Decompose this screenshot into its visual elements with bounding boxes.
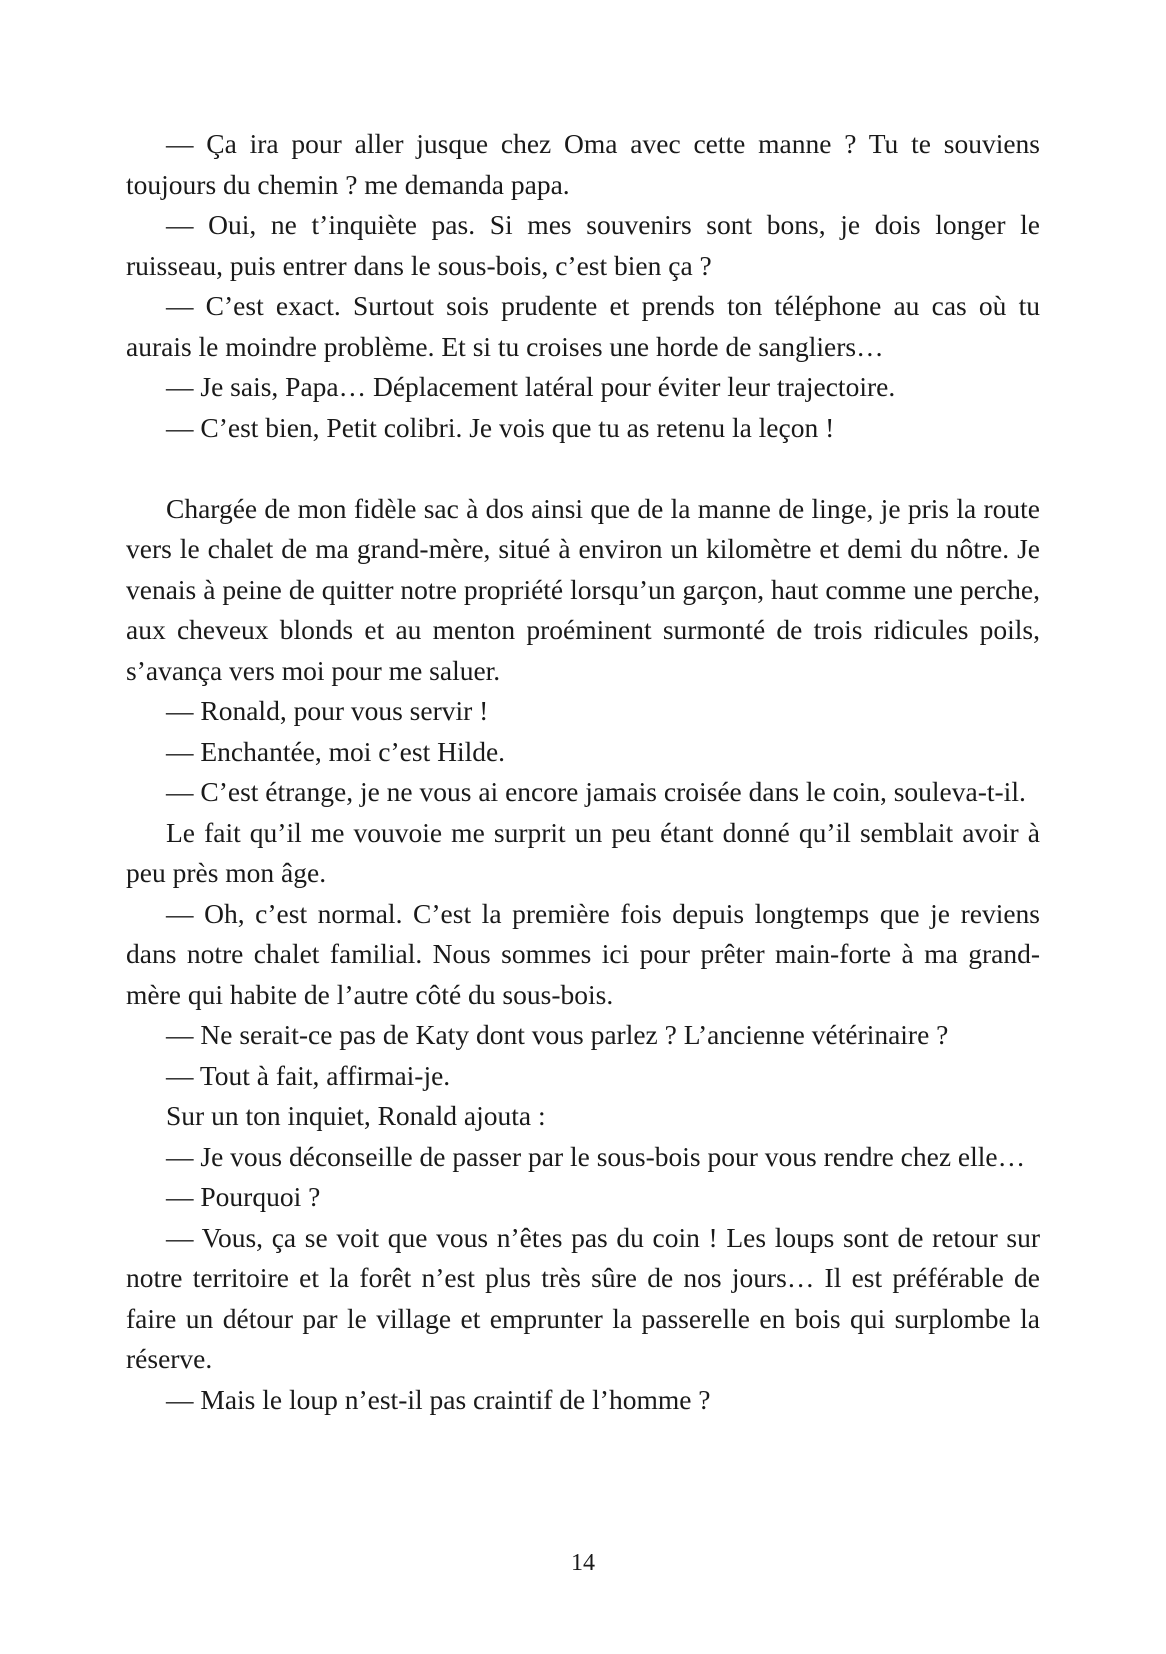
paragraph: — Je sais, Papa… Déplacement latéral pour éviter leur trajectoire. <box>166 371 896 402</box>
paragraph: Chargée de mon fidèle sac à dos ainsi que de la manne de linge, je pris la route vers le chalet de ma grand-mère, situé à environ un kilomètre et demi du nôtre. Je venais à peine de quitter notre propriété lorsqu’un garçon, haut comme une perche, aux cheveux blonds et au menton proéminent surmonté de trois ridicules poils, s’avança vers moi pour me saluer. <box>126 492 1040 686</box>
paragraph: — Ça ira pour aller jusque chez Oma avec cette manne ? Tu te souviens toujours du chemin ? me demanda papa. <box>126 128 1040 200</box>
paragraph: — Oui, ne t’inquiète pas. Si mes souvenirs sont bons, je dois longer le ruisseau, puis entrer dans le sous-bois, c’est bien ça ? <box>126 209 1040 281</box>
paragraph: — Vous, ça se voit que vous n’êtes pas du coin ! Les loups sont de retour sur notre territoire et la forêt n’est plus très sûre de nos jours… Il est préférable de faire un détour par le village et emprunter la passerelle en bois qui surplombe la réserve. <box>126 1221 1040 1374</box>
paragraph: — C’est exact. Surtout sois prudente et prends ton téléphone au cas où tu aurais le moindre problème. Et si tu croises une horde de sangliers… <box>126 290 1040 362</box>
paragraph: — C’est étrange, je ne vous ai encore jamais croisée dans le coin, souleva-t-il. <box>166 776 1026 807</box>
paragraph: — Ronald, pour vous servir ! <box>166 695 489 726</box>
paragraph: — Enchantée, moi c’est Hilde. <box>166 735 506 767</box>
paragraph: Sur un ton inquiet, Ronald ajouta : <box>166 1100 546 1131</box>
paragraph: Le fait qu’il me vouvoie me surprit un peu étant donné qu’il semblait avoir à peu près mon âge. <box>126 816 1040 888</box>
paragraph: — Ne serait-ce pas de Katy dont vous parlez ? L’ancienne vétérinaire ? <box>166 1019 949 1050</box>
body-text <box>126 124 1040 1420</box>
paragraph: — C’est bien, Petit colibri. Je vois que tu as retenu la leçon ! <box>166 411 835 443</box>
paragraph: — Mais le loup n’est-il pas craintif de l’homme ? <box>166 1383 711 1415</box>
page-number: 14 <box>571 1550 595 1576</box>
paragraph: — Pourquoi ? <box>166 1181 321 1212</box>
paragraph: — Oh, c’est normal. C’est la première fois depuis longtemps que je reviens dans notre chalet familial. Nous sommes ici pour prêter main-forte à ma grand-mère qui habite de l’autre côté du sous-bois. <box>126 897 1040 1010</box>
paragraph: — Je vous déconseille de passer par le sous-bois pour vous rendre chez elle… <box>166 1140 1026 1172</box>
paragraph: — Tout à fait, affirmai-je. <box>166 1059 451 1091</box>
